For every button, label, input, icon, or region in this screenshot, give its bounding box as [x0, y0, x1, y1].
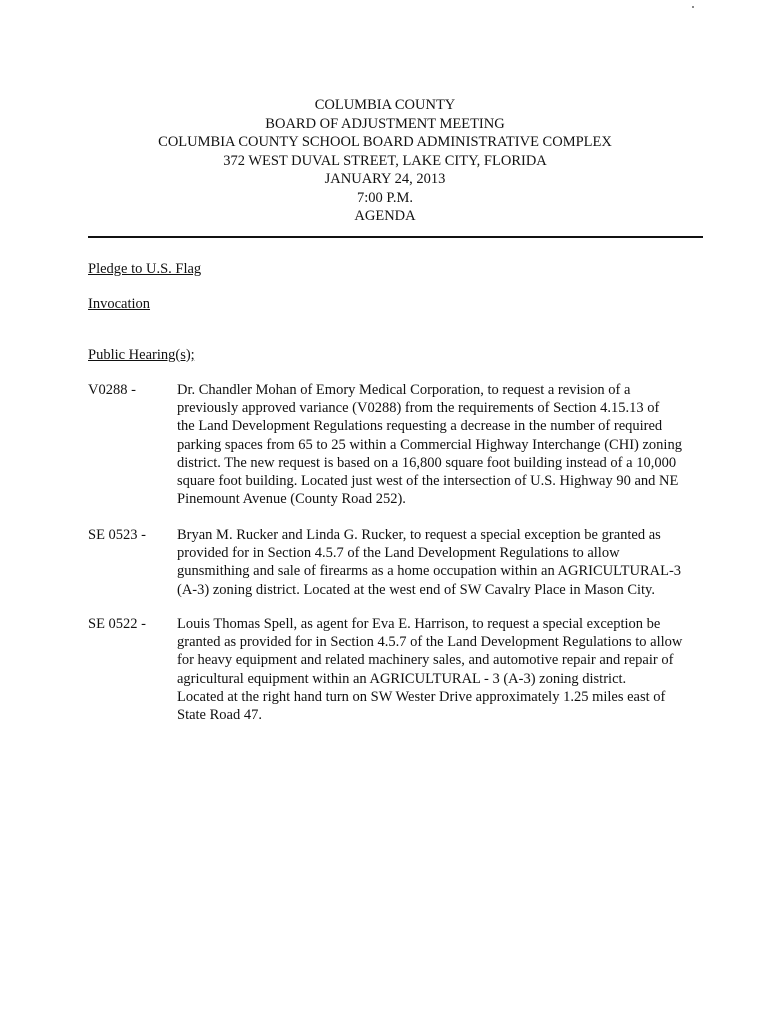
- item-line: for heavy equipment and related machinery sales, and automotive repair and repair of: [177, 652, 674, 669]
- item-line: State Road 47.: [177, 707, 262, 724]
- header-divider: [88, 236, 703, 238]
- agenda-header: [0, 96, 770, 226]
- item-line: provided for in Section 4.5.7 of the Land Development Regulations to allow: [177, 545, 620, 562]
- section-public-hearings: Public Hearing(s);: [88, 347, 195, 363]
- header-time: 7:00 P.M.: [356, 189, 413, 206]
- item-line: Bryan M. Rucker and Linda G. Rucker, to request a special exception be granted as: [177, 527, 661, 543]
- item-line: gunsmithing and sale of firearms as a home occupation within an AGRICULTURAL-3: [177, 563, 682, 580]
- item-line: Pinemount Avenue (County Road 252).: [177, 491, 406, 508]
- section-invocation: Invocation: [88, 296, 151, 312]
- item-line: Located at the right hand turn on SW Wester Drive approximately 1.25 miles east of: [177, 688, 666, 705]
- item-line: Louis Thomas Spell, as agent for Eva E. Harrison, to request a special exception be: [177, 616, 661, 632]
- item-description: [177, 381, 705, 508]
- item-code: SE 0522 -: [88, 616, 146, 632]
- item-description: [177, 615, 705, 724]
- header-board: BOARD OF ADJUSTMENT MEETING: [265, 115, 505, 132]
- item-line: the Land Development Regulations requesting a decrease in the number of required: [177, 418, 663, 435]
- item-line: (A-3) zoning district. Located at the west end of SW Cavalry Place in Mason City.: [177, 581, 655, 598]
- item-line: granted as provided for in Section 4.5.7 of the Land Development Regulations to allow: [177, 634, 683, 651]
- header-address: 372 WEST DUVAL STREET, LAKE CITY, FLORIDA: [223, 152, 547, 169]
- header-venue: COLUMBIA COUNTY SCHOOL BOARD ADMINISTRATIVE COMPLEX: [158, 134, 612, 150]
- item-line: agricultural equipment within an AGRICULTURAL - 3 (A-3) zoning district.: [177, 670, 627, 687]
- header-date: JANUARY 24, 2013: [324, 171, 446, 187]
- item-line: previously approved variance (V0288) from the requirements of Section 4.15.13 of: [177, 400, 660, 417]
- item-description: [177, 526, 705, 599]
- header-county: COLUMBIA COUNTY: [314, 97, 456, 113]
- section-pledge: Pledge to U.S. Flag: [88, 261, 202, 277]
- item-line: parking spaces from 65 to 25 within a Commercial Highway Interchange (CHI) zoning: [177, 436, 682, 453]
- item-line: square foot building. Located just west of the intersection of U.S. Highway 90 and NE: [177, 473, 679, 490]
- item-code: V0288 -: [88, 382, 136, 398]
- header-title: AGENDA: [354, 208, 416, 224]
- item-line: district. The new request is based on a 16,800 square foot building instead of a 10,000: [177, 454, 677, 471]
- item-code: SE 0523 -: [88, 527, 146, 543]
- scan-speck: [692, 6, 694, 8]
- item-line: Dr. Chandler Mohan of Emory Medical Corporation, to request a revision of a: [177, 382, 631, 398]
